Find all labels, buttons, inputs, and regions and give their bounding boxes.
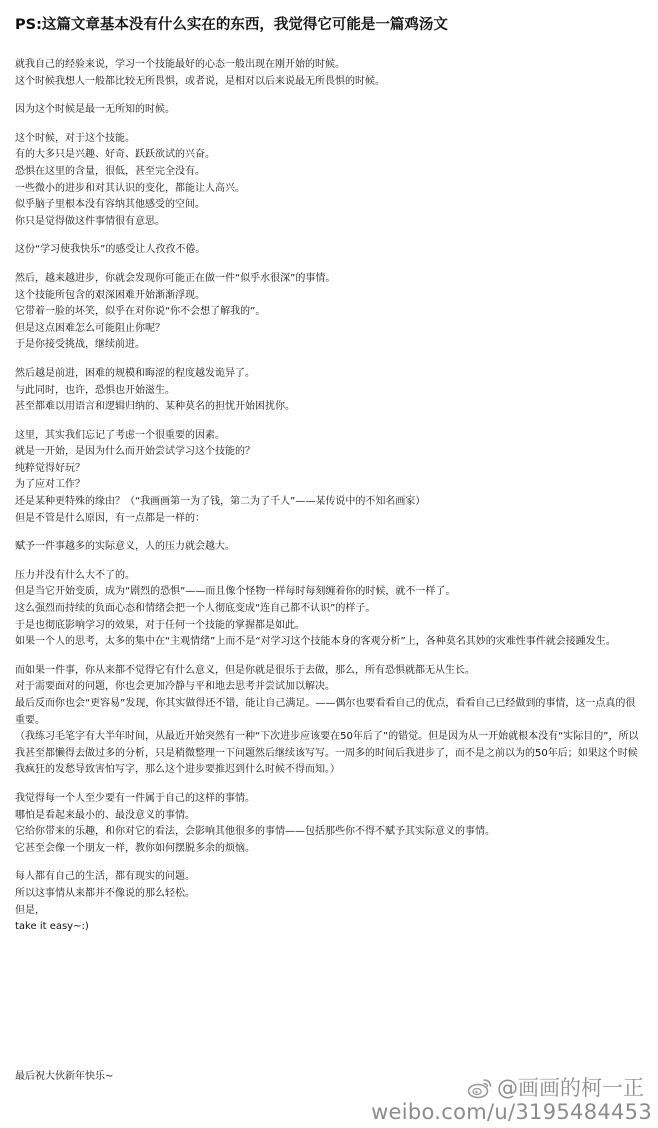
closing-line: 最后祝大伙新年快乐~ xyxy=(15,1071,114,1082)
text-line: 然后，越来越进步，你就会发现你可能正在做一件“似乎水很深”的事情。 xyxy=(15,272,336,284)
paragraph xyxy=(15,271,645,354)
text-line: 一些微小的进步和对其认识的变化，都能让人高兴。 xyxy=(15,182,245,194)
paragraph xyxy=(15,102,645,119)
weibo-logo-icon xyxy=(467,1077,493,1099)
article-title: PS:这篇文章基本没有什么实在的东西，我觉得它可能是一篇鸡汤文 xyxy=(15,17,448,33)
text-line: 你只是觉得做这件事情很有意思。 xyxy=(15,215,165,227)
text-line: 但是当它开始变质，成为“剧烈的恐惧”——而且像个怪物一样每时每刻缠着你的时候，就不一样了。 xyxy=(15,586,456,598)
text-line: （我练习毛笔字有大半年时间，从最近开始突然有一种“下次进步应该要在50年后了”的错觉。但是因为从一开始就根本没有“实际目的”，所以我甚至都懒得去做过多的分析，只是稍微整理一下问题然后继续该写写。一周多的时间后我进步了，而不是之前以为的50年后；如果这个时候我疯狂的发愁导致害怕写字，那么这个进步要推迟到什么时候不得而知。） xyxy=(15,731,639,776)
text-line: 这个技能所包含的艰深困难开始渐渐浮现。 xyxy=(15,289,205,301)
text-line: 但是这点困难怎么可能阻止你呢？ xyxy=(15,322,165,334)
article-body xyxy=(15,57,645,948)
text-line: 它甚至会像一个朋友一样，教你如何摆脱多余的烦恼。 xyxy=(15,842,255,854)
paragraph xyxy=(15,57,645,90)
text-line: 但是不管是什么原因，有一点都是一样的： xyxy=(15,512,205,524)
watermark-handle-text: @画画的柯一正 xyxy=(497,1076,644,1100)
text-line: take it easy~:) xyxy=(15,921,89,933)
text-line: 还是某种更特殊的缘由？（“我画画第一为了钱，第二为了千人”——某传说中的不知名画家） xyxy=(15,496,426,508)
text-line: 我觉得每一个人至少要有一件属于自己的这样的事情。 xyxy=(15,792,255,804)
text-line: 于是你接受挑战，继续前进。 xyxy=(15,339,145,351)
text-line: 它给你带来的乐趣，和你对它的看法，会影响其他很多的事情——包括那些你不得不赋予其实际意义的事情。 xyxy=(15,826,495,838)
watermark-handle xyxy=(467,1076,644,1100)
text-line: 这个时候，对于这个技能。 xyxy=(15,132,135,144)
text-line: 因为这个时候是最一无所知的时候。 xyxy=(15,104,175,116)
text-line: 然后越是前进，困难的规模和晦涩的程度越发诡异了。 xyxy=(15,367,255,379)
text-line: 为了应对工作？ xyxy=(15,479,85,491)
text-line: 它带着一脸的坏笑，似乎在对你说“你不会想了解我的”。 xyxy=(15,306,266,318)
text-line: 对于需要面对的问题，你也会更加冷静与平和地去思考并尝试加以解决。 xyxy=(15,681,335,693)
text-line: 这个时候我想人一般都比较无所畏惧，或者说，是相对以后来说最无所畏惧的时候。 xyxy=(15,75,385,87)
text-line: 这么强烈而持续的负面心态和情绪会把一个人彻底变成“连自己都不认识”的样子。 xyxy=(15,603,376,615)
text-line: 但是， xyxy=(15,904,45,916)
paragraph xyxy=(15,869,645,935)
text-line: 就是一开始，是因为什么而开始尝试学习这个技能的？ xyxy=(15,446,255,458)
paragraph xyxy=(15,568,645,651)
text-line: 于是也彻底影响学习的效果，对于任何一个技能的掌握都是如此。 xyxy=(15,619,305,631)
text-line: 这份“学习使我快乐”的感受让人孜孜不倦。 xyxy=(15,244,206,256)
text-line: 恐惧在这里的含量，很低，甚至完全没有。 xyxy=(15,165,205,177)
paragraph xyxy=(15,366,645,416)
text-line: 而如果一件事，你从来都不觉得它有什么意义，但是你就是很乐于去做，那么，所有恐惧就都无从生长。 xyxy=(15,664,475,676)
text-line: 哪怕是看起来最小的、最没意义的事情。 xyxy=(15,809,195,821)
text-line: 就我自己的经验来说，学习一个技能最好的心态一般出现在刚开始的时候。 xyxy=(15,59,345,70)
text-line: 有的大多只是兴趣、好奇、跃跃欲试的兴奋。 xyxy=(15,149,215,161)
text-line: 所以这事情从来都并不像说的那么轻松。 xyxy=(15,887,195,899)
text-line: 压力并没有什么大不了的。 xyxy=(15,569,135,581)
paragraph xyxy=(15,242,645,259)
watermark-url: weibo.com/u/3195484453 xyxy=(371,1100,652,1124)
paragraph xyxy=(15,539,645,556)
text-line: 最后反而你也会“更容易”发现，你其实做得还不错，能让自己满足。——偶尔也要看看自己的优点，看看自己已经做到的事情，这一点真的很重要。 xyxy=(15,698,636,726)
paragraph xyxy=(15,428,645,528)
text-line: 与此同时，也许，恐惧也开始滋生。 xyxy=(15,384,175,396)
text-line: 如果一个人的思考，太多的集中在“主观情绪”上而不是“对学习这个技能本身的客观分析”上，各种莫名其妙的灾难性事件就会接踵发生。 xyxy=(15,636,616,648)
text-line: 甚至都难以用语言和逻辑归纳的、某种莫名的担忧开始困扰你。 xyxy=(15,401,295,413)
paragraph xyxy=(15,791,645,857)
text-line: 这里，其实我们忘记了考虑一个很重要的因素。 xyxy=(15,429,225,441)
paragraph xyxy=(15,131,645,231)
text-line: 赋予一件事越多的实际意义，人的压力就会越大。 xyxy=(15,541,235,553)
text-line: 每人都有自己的生活，都有现实的问题。 xyxy=(15,871,195,883)
text-line: 似乎脑子里根本没有容纳其他感受的空间。 xyxy=(15,199,205,211)
paragraph xyxy=(15,663,645,779)
text-line: 纯粹觉得好玩？ xyxy=(15,462,85,474)
